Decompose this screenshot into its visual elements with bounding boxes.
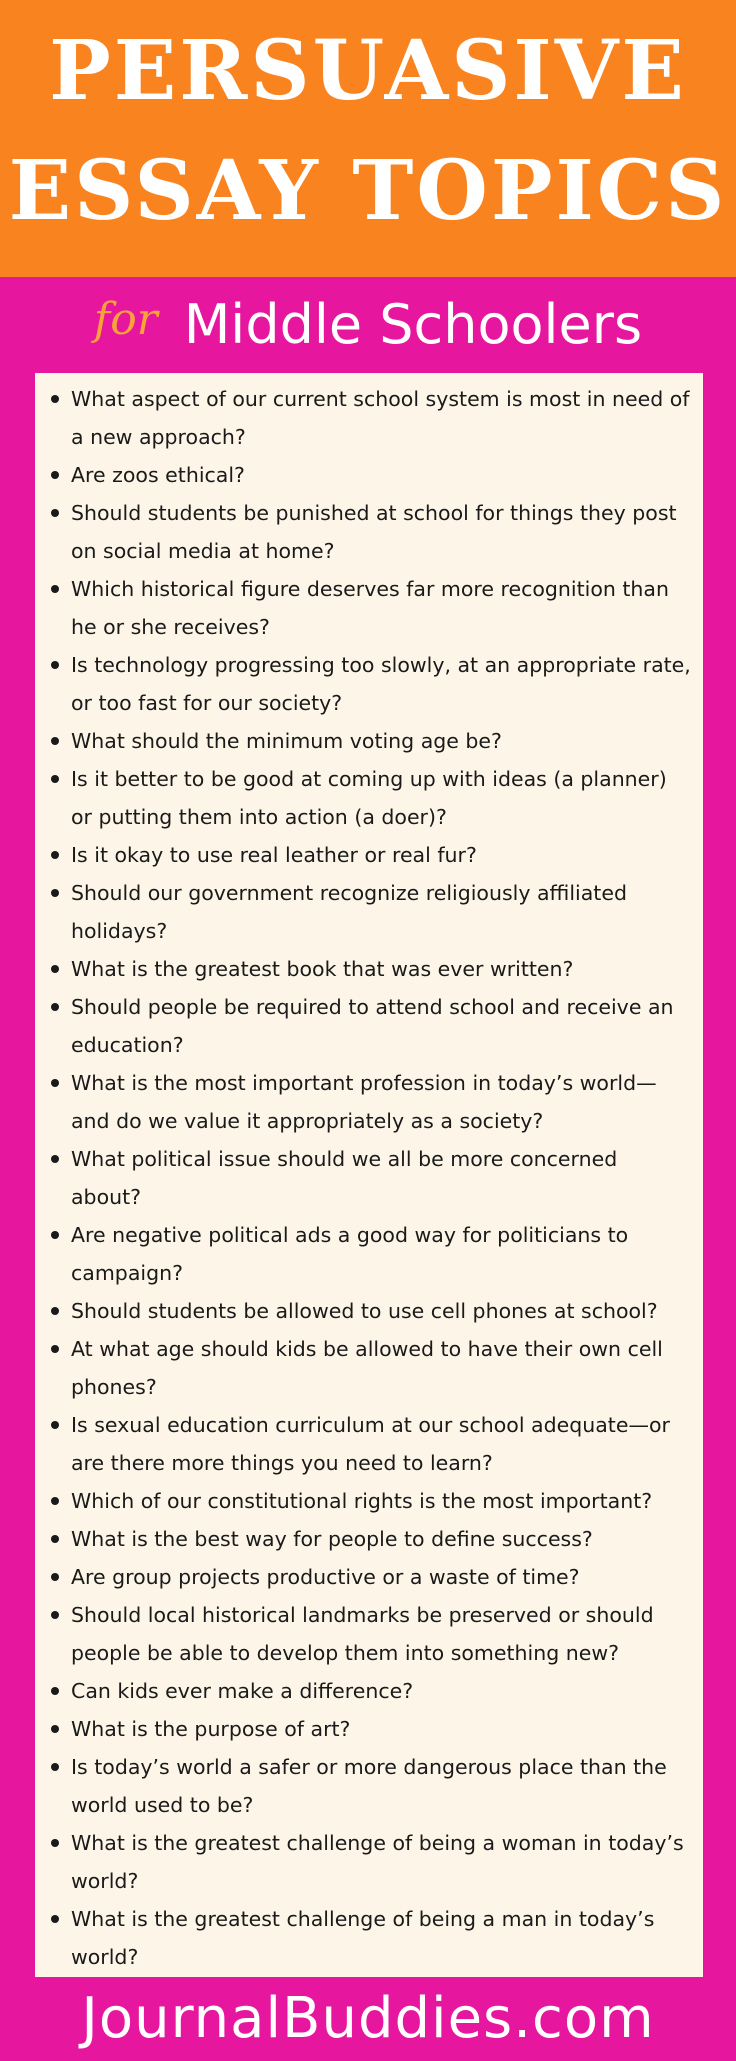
topic-item — [47, 646, 693, 722]
topic-text: Can kids ever make a difference? — [71, 1679, 414, 1703]
bullet-icon — [51, 471, 59, 479]
bullet-icon — [51, 585, 59, 593]
bullet-icon — [51, 1725, 59, 1733]
topic-text: Which historical figure deserves far more recognition than he or she receives? — [71, 577, 669, 639]
topic-item — [47, 1710, 693, 1748]
bullet-icon — [51, 1611, 59, 1619]
topic-item — [47, 1596, 693, 1672]
site-link[interactable]: JournalBuddies.com — [81, 1986, 655, 2051]
topic-item — [47, 380, 693, 456]
topic-item — [47, 1482, 693, 1520]
topic-item — [47, 1330, 693, 1406]
topic-text: What is the best way for people to define success? — [71, 1527, 593, 1551]
topics-panel — [35, 373, 703, 1977]
bullet-icon — [51, 1839, 59, 1847]
topic-item — [47, 1064, 693, 1140]
bullet-icon — [51, 1915, 59, 1923]
topic-text: Is technology progressing too slowly, at an appropriate rate, or too fast for our society? — [71, 653, 691, 715]
bullet-icon — [51, 1345, 59, 1353]
topic-text: Is today’s world a safer or more dangerous place than the world used to be? — [71, 1755, 667, 1817]
topic-text: What aspect of our current school system is most in need of a new approach? — [71, 387, 690, 449]
topic-item — [47, 722, 693, 760]
topic-text: Is sexual education curriculum at our school adequate—or are there more things you need to learn? — [71, 1413, 670, 1475]
subtitle-for: for — [93, 293, 158, 345]
bullet-icon — [51, 1231, 59, 1239]
topic-item — [47, 494, 693, 570]
topic-text: What should the minimum voting age be? — [71, 729, 502, 753]
bullet-icon — [51, 1307, 59, 1315]
topic-text: At what age should kids be allowed to have their own cell phones? — [71, 1337, 663, 1399]
topic-item — [47, 1216, 693, 1292]
bullet-icon — [51, 1079, 59, 1087]
bullet-icon — [51, 661, 59, 669]
bullet-icon — [51, 1003, 59, 1011]
topic-item — [47, 988, 693, 1064]
topic-text: Are zoos ethical? — [71, 463, 245, 487]
topic-text: Should our government recognize religiously affiliated holidays? — [71, 881, 627, 943]
topic-text: Which of our constitutional rights is the most important? — [71, 1489, 653, 1513]
bullet-icon — [51, 1421, 59, 1429]
topic-item — [47, 1558, 693, 1596]
topic-item — [47, 1748, 693, 1824]
title-line-2: ESSAY TOPICS — [8, 143, 728, 239]
bullet-icon — [51, 395, 59, 403]
topic-item — [47, 456, 693, 494]
bullet-icon — [51, 1535, 59, 1543]
topic-text: Is it better to be good at coming up with ideas (a planner) or putting them into action (a doer)? — [71, 767, 667, 829]
topic-text: Should local historical landmarks be preserved or should people be able to develop them into something new? — [71, 1603, 654, 1665]
bullet-icon — [51, 737, 59, 745]
topic-item — [47, 1406, 693, 1482]
topic-item — [47, 1672, 693, 1710]
topic-text: What is the most important profession in today’s world—and do we value it appropriately as a society? — [71, 1071, 657, 1133]
bullet-icon — [51, 1155, 59, 1163]
bullet-icon — [51, 1687, 59, 1695]
topic-text: Should students be punished at school for things they post on social media at home? — [71, 501, 677, 563]
topic-text: What is the purpose of art? — [71, 1717, 351, 1741]
topic-text: Are negative political ads a good way for politicians to campaign? — [71, 1223, 629, 1285]
topic-item — [47, 1140, 693, 1216]
topic-item — [47, 1824, 693, 1900]
topic-item — [47, 570, 693, 646]
topic-item — [47, 1292, 693, 1330]
bullet-icon — [51, 851, 59, 859]
bullet-icon — [51, 509, 59, 517]
topic-list — [47, 380, 693, 1976]
topic-text: What is the greatest challenge of being a woman in today’s world? — [71, 1831, 684, 1893]
header-banner — [0, 0, 736, 277]
topic-text: Should people be required to attend school and receive an education? — [71, 995, 674, 1057]
bullet-icon — [51, 889, 59, 897]
bullet-icon — [51, 965, 59, 973]
title-line-1: PERSUASIVE — [49, 23, 687, 119]
bullet-icon — [51, 775, 59, 783]
topic-text: Are group projects productive or a waste of time? — [71, 1565, 580, 1589]
subtitle-banner — [0, 277, 736, 373]
topic-item — [47, 950, 693, 988]
topic-item — [47, 760, 693, 836]
topic-item — [47, 874, 693, 950]
topic-item — [47, 836, 693, 874]
topic-text: What political issue should we all be more concerned about? — [71, 1147, 618, 1209]
footer-banner — [0, 1977, 736, 2061]
topic-text: What is the greatest challenge of being a man in today’s world? — [71, 1907, 655, 1969]
bullet-icon — [51, 1573, 59, 1581]
topic-text: Should students be allowed to use cell phones at school? — [71, 1299, 658, 1323]
topic-text: Is it okay to use real leather or real fur? — [71, 843, 477, 867]
bullet-icon — [51, 1763, 59, 1771]
bullet-icon — [51, 1497, 59, 1505]
topic-item — [47, 1900, 693, 1976]
topic-text: What is the greatest book that was ever written? — [71, 957, 574, 981]
subtitle-audience: Middle Schoolers — [183, 293, 643, 356]
topic-item — [47, 1520, 693, 1558]
